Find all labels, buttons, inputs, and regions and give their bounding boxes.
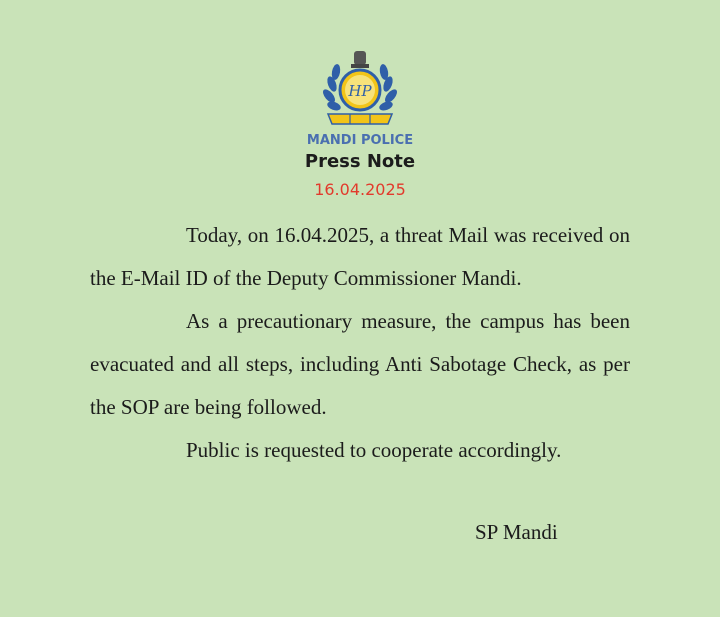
paragraph-public-request: Public is requested to cooperate accordingly. [186, 438, 562, 462]
press-note-body [90, 214, 630, 472]
paragraph-precaution: As a precautionary measure, the campus has been evacuated and all steps, including Anti Sabotage Check, as per the SOP are being followed. [90, 309, 630, 419]
police-emblem-icon [318, 46, 402, 130]
emblem-monogram: HP [348, 82, 372, 100]
org-name: MANDI POLICE [306, 133, 414, 148]
paragraph-threat-mail: Today, on 16.04.2025, a threat Mail was received on the E-Mail ID of the Deputy Commissioner Mandi. [90, 223, 630, 290]
press-note-date: 16.04.2025 [314, 180, 406, 199]
page-title: Press Note [304, 151, 416, 172]
signature: SP Mandi [475, 520, 558, 544]
